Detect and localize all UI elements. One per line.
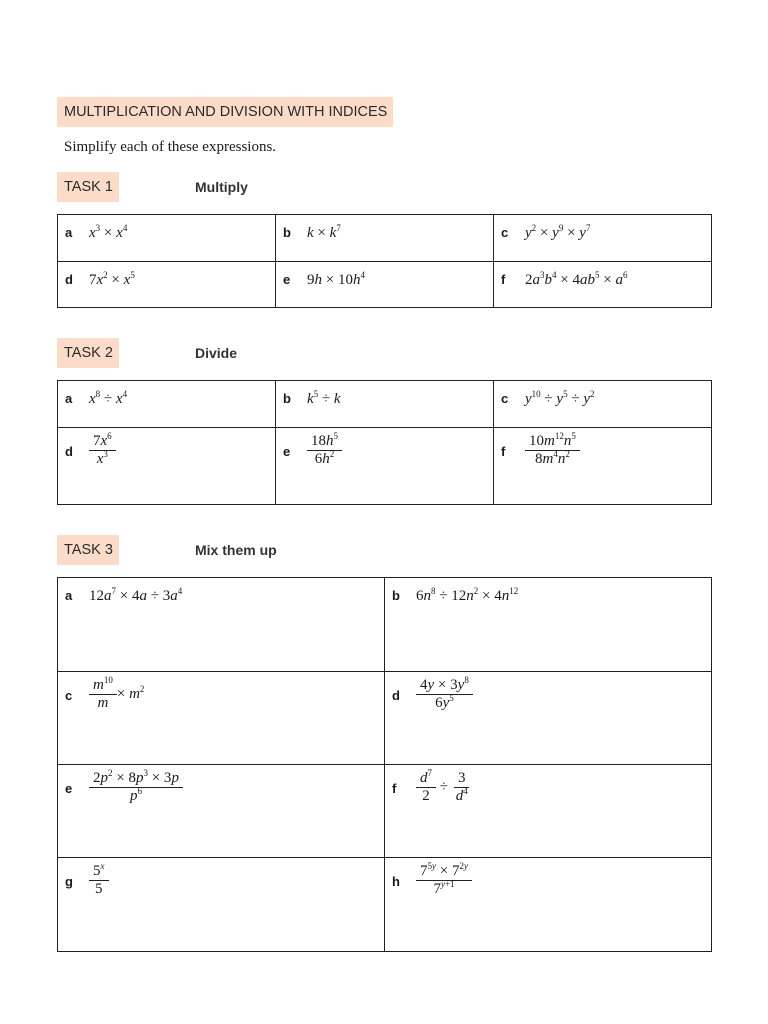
question-2c <box>494 381 712 428</box>
question-3h <box>385 858 712 952</box>
question-label: b <box>283 225 291 240</box>
task-1-name: Multiply <box>195 179 248 195</box>
instructions: Simplify each of these expressions. <box>64 139 277 155</box>
question-1f <box>494 262 712 308</box>
question-label: c <box>501 225 509 240</box>
question-3c <box>58 672 385 765</box>
task-1-header <box>57 172 357 202</box>
expression: $x^3 \times x^4$ <box>89 223 128 241</box>
question-label: d <box>65 444 73 459</box>
question-3b <box>385 578 712 672</box>
question-label: f <box>501 444 506 459</box>
question-2d <box>58 428 276 505</box>
question-3e <box>58 765 385 858</box>
question-2a <box>58 381 276 428</box>
expression: $9h \times 10h^4$ <box>307 270 365 288</box>
page-title: MULTIPLICATION AND DIVISION WITH INDICES <box>57 97 393 127</box>
expression: $6n^8 \div 12n^2 \times 4n^{12}$ <box>416 586 519 604</box>
expression: $k^5 \div k$ <box>307 389 341 407</box>
question-label: b <box>392 588 400 603</box>
question-label: h <box>392 874 400 889</box>
question-3f <box>385 765 712 858</box>
question-label: a <box>65 391 73 406</box>
fraction-expression: $\frac{18h^5}{6h^2}$ <box>307 433 342 468</box>
task-3-header <box>57 535 357 565</box>
task-2-name: Divide <box>195 345 238 361</box>
task-3-name: Mix them up <box>195 542 277 558</box>
question-label: e <box>283 272 291 287</box>
fraction-expression: $\frac{7x^6}{x^3}$ <box>89 433 116 468</box>
question-label: b <box>283 391 291 406</box>
task-2-table <box>57 380 712 505</box>
question-1a <box>58 215 276 262</box>
task-1-table <box>57 214 712 308</box>
question-1c <box>494 215 712 262</box>
question-label: f <box>392 781 397 796</box>
fraction-expression: $\frac{10m^{12}n^5}{8m^4n^2}$ <box>525 433 580 468</box>
question-1d <box>58 262 276 308</box>
fraction-expression: $\frac{2p^2 \times 8p^3 \times 3p}{p^6}$ <box>89 770 183 805</box>
question-2b <box>276 381 494 428</box>
question-2f <box>494 428 712 505</box>
question-label: e <box>283 444 291 459</box>
question-label: d <box>392 688 400 703</box>
question-label: c <box>501 391 509 406</box>
question-label: a <box>65 225 73 240</box>
expression: $2a^3b^4 \times 4ab^5 \times a^6$ <box>525 270 628 288</box>
question-3g <box>58 858 385 952</box>
task-2-badge: TASK 2 <box>57 338 119 368</box>
expression: $12a^7 \times 4a \div 3a^4$ <box>89 586 183 604</box>
task-3-badge: TASK 3 <box>57 535 119 565</box>
question-3d <box>385 672 712 765</box>
question-1e <box>276 262 494 308</box>
question-label: g <box>65 874 73 889</box>
task-3-table <box>57 577 712 952</box>
task-2-header <box>57 338 357 368</box>
question-1b <box>276 215 494 262</box>
question-3a <box>58 578 385 672</box>
fraction-expression: $\frac{7^{5y} \times 7^{2y}}{7^{y+1}}$ <box>416 863 472 898</box>
fraction-expression: $\frac{4y \times 3y^8}{6y^5}$ <box>416 677 473 712</box>
fraction-expression: $\frac{5^x}{5}$ <box>89 863 109 898</box>
expression: $y^{10} \div y^5 \div y^2$ <box>525 389 595 407</box>
question-label: e <box>65 781 73 796</box>
expression: $\frac{d^7}{2}$ ÷ $\frac{3}{d^4}$ <box>416 770 472 805</box>
expression: $k \times k^7$ <box>307 223 341 241</box>
expression: $\frac{m^{10}}{m}$ × $m^2$ <box>89 677 144 712</box>
question-label: c <box>65 688 73 703</box>
question-label: d <box>65 272 73 287</box>
question-label: a <box>65 588 73 603</box>
task-1-badge: TASK 1 <box>57 172 119 202</box>
expression: $x^8 \div x^4$ <box>89 389 128 407</box>
expression: $7x^2 \times x^5$ <box>89 270 135 288</box>
expression: $y^2 \times y^9 \times y^7$ <box>525 223 591 241</box>
question-label: f <box>501 272 506 287</box>
question-2e <box>276 428 494 505</box>
